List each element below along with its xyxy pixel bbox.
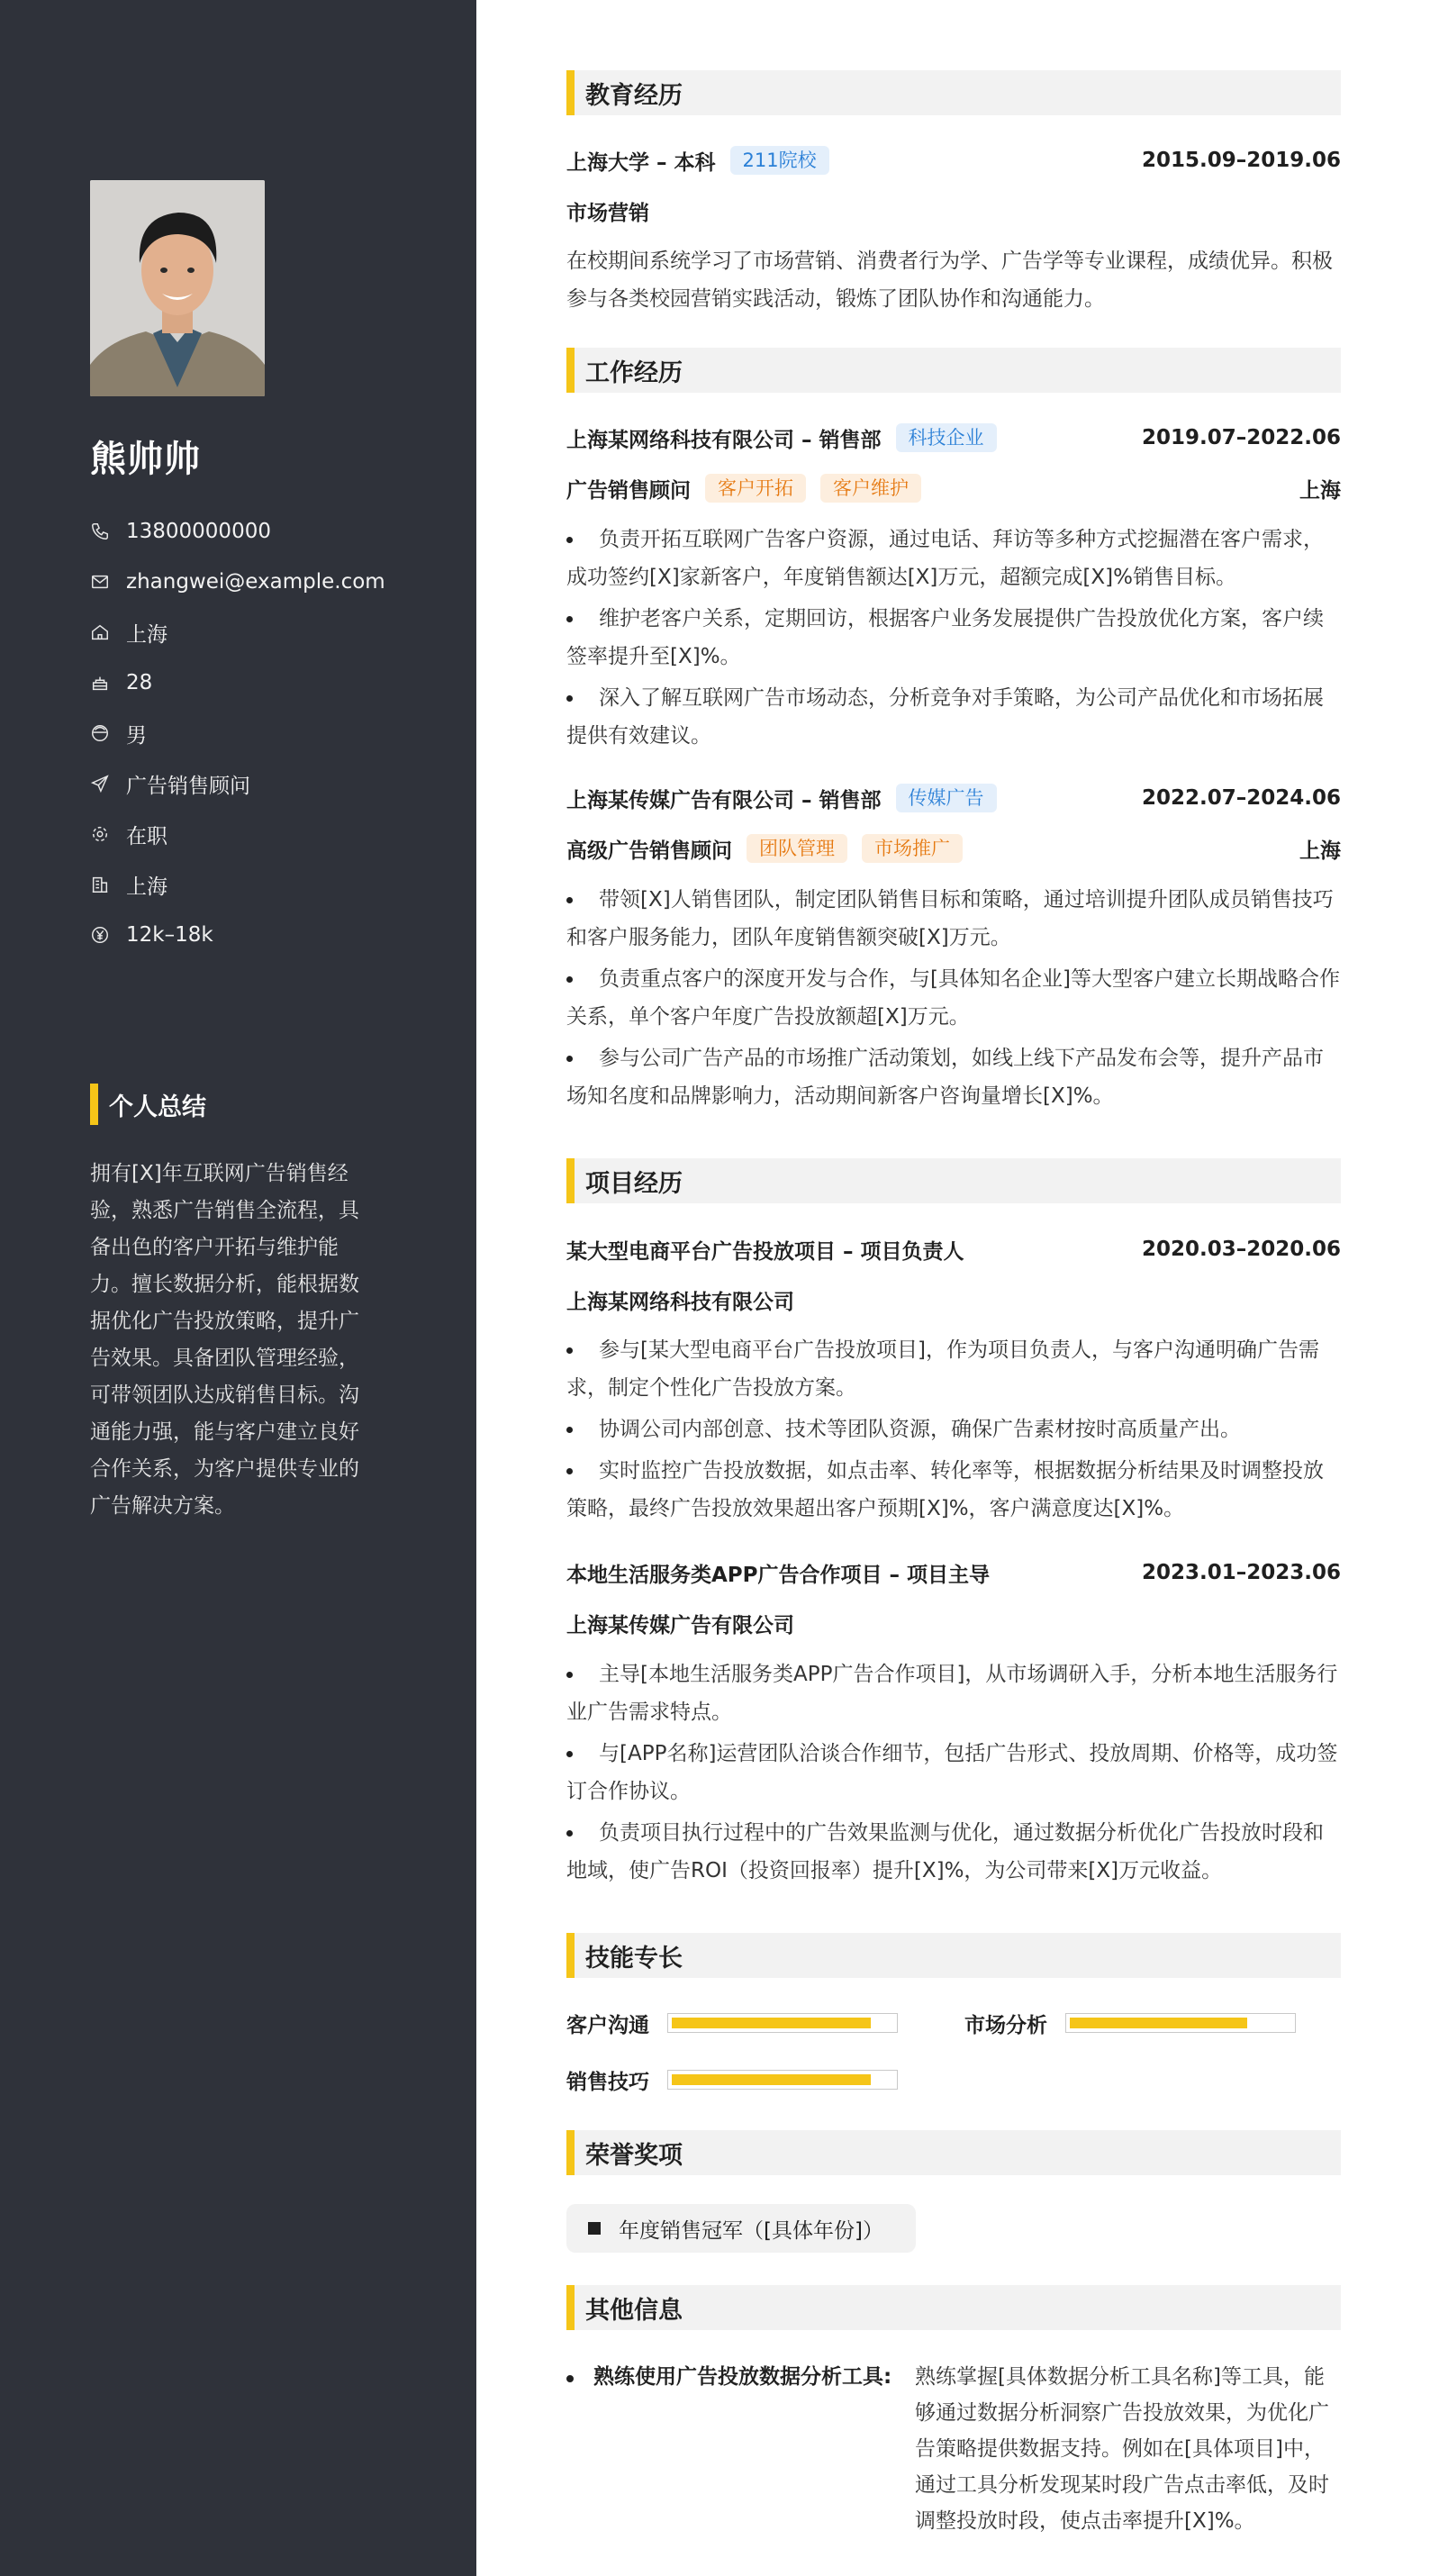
- other-key: 熟练使用广告投放数据分析工具:: [593, 2365, 892, 2389]
- project-org: 上海某网络科技有限公司: [566, 1290, 794, 1314]
- section-projects: [566, 1158, 1341, 1203]
- work-date: 2022.07–2024.06: [1141, 786, 1341, 810]
- accent-bar: [90, 1084, 98, 1125]
- education-description: 在校期间系统学习了市场营销、消费者行为学、广告学等专业课程，成绩优异。积极参与各类校园营销实践活动，锻炼了团队协作和沟通能力。: [566, 249, 1333, 311]
- role-tag: 市场推广: [862, 834, 963, 863]
- yen-icon: [90, 925, 110, 945]
- company-tag: 科技企业: [896, 423, 997, 452]
- project-name: 某大型电商平台广告投放项目 – 项目负责人: [566, 1239, 964, 1264]
- contact-work-city: [90, 859, 385, 910]
- skill-item: [566, 2066, 898, 2093]
- contact-text: 28: [126, 671, 153, 694]
- project-org-row: [566, 1283, 1341, 1316]
- skill-fill: [672, 2074, 871, 2085]
- project-org: 上海某传媒广告有限公司: [566, 1613, 794, 1637]
- building-icon: [90, 875, 110, 894]
- summary-heading: [90, 1084, 206, 1125]
- skill-bar: [1065, 2013, 1296, 2033]
- contact-list: [90, 506, 385, 960]
- company-tag: 传媒广告: [896, 784, 997, 812]
- role-name: 广告销售顾问: [566, 478, 691, 503]
- award-item: [566, 2204, 916, 2253]
- status-icon: [90, 824, 110, 844]
- contact-text: 广告销售顾问: [126, 774, 250, 798]
- mail-icon: [90, 572, 110, 592]
- avatar: [90, 180, 265, 396]
- contact-position: [90, 758, 385, 809]
- accent-bar: [566, 70, 575, 115]
- contact-text: 12k–18k: [126, 923, 213, 947]
- list-item: 带领[X]人销售团队，制定团队销售目标和策略，通过培训提升团队成员销售技巧和客户服务能力，团队年度销售额突破[X]万元。: [566, 881, 1341, 957]
- work-location: 上海: [1299, 839, 1341, 863]
- list-item: 维护老客户关系，定期回访，根据客户业务发展提供广告投放优化方案，客户续签率提升至[X]%。: [566, 600, 1341, 676]
- other-value: 熟练掌握[具体数据分析工具名称]等工具，能够通过数据分析洞察广告投放效果，为优化广告策略提供数据支持。例如在[具体项目]中，通过工具分析发现某时段广告点击率低，及时调整投放时段，使点击率提升[X]%。: [915, 2365, 1329, 2533]
- education-header: [566, 144, 1341, 177]
- contact-text: 上海: [126, 622, 167, 647]
- award-text: 年度销售冠军（[具体年份]）: [619, 2218, 883, 2243]
- skill-item: [964, 2009, 1296, 2036]
- section-title: 技能专长: [585, 1944, 683, 1973]
- section-work: [566, 348, 1341, 393]
- section-title: 项目经历: [585, 1169, 683, 1198]
- work-header: [566, 782, 1341, 814]
- list-item: 参与[某大型电商平台广告投放项目]，作为项目负责人，与客户沟通明确广告需求，制定个性化广告投放方案。: [566, 1331, 1341, 1407]
- section-awards: [566, 2130, 1341, 2175]
- section-skills: [566, 1933, 1341, 1978]
- contact-phone: [90, 506, 385, 557]
- contact-age: [90, 658, 385, 708]
- project-bullets: [566, 1655, 1341, 1893]
- list-item: 协调公司内部创意、技术等团队资源，确保广告素材按时高质量产出。: [566, 1410, 1341, 1448]
- skill-item: [566, 2009, 898, 2036]
- role-row: [566, 472, 1341, 504]
- work-bullets: [566, 521, 1341, 758]
- contact-text: zhangwei@example.com: [126, 570, 385, 594]
- skill-bar: [667, 2013, 898, 2033]
- skill-name: 市场分析: [964, 2013, 1047, 2037]
- cake-icon: [90, 673, 110, 693]
- section-education: [566, 70, 1341, 115]
- role-tag: 团队管理: [747, 834, 847, 863]
- contact-salary: [90, 910, 385, 960]
- project-header: [566, 1233, 1341, 1265]
- accent-bar: [566, 1933, 575, 1978]
- skill-fill: [672, 2018, 871, 2028]
- list-item: 主导[本地生活服务类APP广告合作项目]，从市场调研入手，分析本地生活服务行业广告需求特点。: [566, 1655, 1341, 1731]
- contact-text: 在职: [126, 824, 167, 848]
- role-name: 高级广告销售顾问: [566, 839, 732, 863]
- phone-icon: [90, 522, 110, 541]
- skill-name: 销售技巧: [566, 2070, 649, 2094]
- school-tag: 211院校: [730, 146, 829, 175]
- list-item: 深入了解互联网广告市场动态，分析竞争对手策略，为公司产品优化和市场拓展提供有效建议。: [566, 679, 1341, 755]
- section-title: 荣誉奖项: [585, 2141, 683, 2170]
- project-bullets: [566, 1331, 1341, 1531]
- contact-email: [90, 557, 385, 607]
- skill-name: 客户沟通: [566, 2013, 649, 2037]
- other-item: [566, 2359, 1341, 2539]
- section-title: 工作经历: [585, 358, 683, 387]
- work-bullets: [566, 881, 1341, 1119]
- accent-bar: [566, 2285, 575, 2330]
- list-item: 负责开拓互联网广告客户资源，通过电话、拜访等多种方式挖掘潜在客户需求，成功签约[X]家新客户，年度销售额达[X]万元，超额完成[X]%销售目标。: [566, 521, 1341, 596]
- work-location: 上海: [1299, 478, 1341, 503]
- role-tag: 客户开拓: [705, 474, 806, 503]
- sidebar: [0, 0, 476, 2576]
- project-header: [566, 1556, 1341, 1589]
- square-bullet-icon: [588, 2222, 601, 2235]
- summary-title: 个人总结: [109, 1093, 206, 1121]
- accent-bar: [566, 2130, 575, 2175]
- role-tag: 客户维护: [820, 474, 921, 503]
- section-title: 教育经历: [585, 81, 683, 110]
- gender-icon: [90, 723, 110, 743]
- contact-city: [90, 607, 385, 658]
- company-name: 上海某网络科技有限公司 – 销售部: [566, 428, 882, 452]
- bullet-dot-icon: [566, 2375, 574, 2382]
- accent-bar: [566, 348, 575, 393]
- project-date: 2020.03–2020.06: [1141, 1238, 1341, 1261]
- summary-text: 拥有[X]年互联网广告销售经验，熟悉广告销售全流程，具备出色的客户开拓与维护能力。擅长数据分析，能根据数据优化广告投放策略，提升广告效果。具备团队管理经验，可带领团队达成销售目标。沟通能力强，能与客户建立良好合作关系，为客户提供专业的广告解决方案。: [90, 1162, 359, 1518]
- list-item: 负责重点客户的深度开发与合作，与[具体知名企业]等大型客户建立长期战略合作关系，单个客户年度广告投放额超[X]万元。: [566, 960, 1341, 1036]
- major-name: 市场营销: [566, 201, 649, 225]
- school-name: 上海大学 – 本科: [566, 150, 716, 175]
- company-name: 上海某传媒广告有限公司 – 销售部: [566, 788, 882, 812]
- skill-fill: [1070, 2018, 1247, 2028]
- work-header: [566, 422, 1341, 454]
- contact-text: 男: [126, 723, 147, 748]
- accent-bar: [566, 1158, 575, 1203]
- project-name: 本地生活服务类APP广告合作项目 – 项目主导: [566, 1563, 991, 1587]
- list-item: 负责项目执行过程中的广告效果监测与优化，通过数据分析优化广告投放时段和地域，使广告ROI（投资回报率）提升[X]%，为公司带来[X]万元收益。: [566, 1814, 1341, 1890]
- role-row: [566, 832, 1341, 865]
- list-item: 实时监控广告投放数据，如点击率、转化率等，根据数据分析结果及时调整投放策略，最终广告投放效果超出客户预期[X]%，客户满意度达[X]%。: [566, 1452, 1341, 1528]
- list-item: 与[APP名称]运营团队洽谈合作细节，包括广告形式、投放周期、价格等，成功签订合作协议。: [566, 1735, 1341, 1810]
- list-item: 参与公司广告产品的市场推广活动策划，如线上线下产品发布会等，提升产品市场知名度和品牌影响力，活动期间新客户咨询量增长[X]%。: [566, 1039, 1341, 1115]
- major-row: [566, 195, 1341, 227]
- contact-gender: [90, 708, 385, 758]
- work-date: 2019.07–2022.06: [1141, 426, 1341, 449]
- home-icon: [90, 622, 110, 642]
- contact-text: 13800000000: [126, 520, 271, 543]
- section-other: [566, 2285, 1341, 2330]
- section-title: 其他信息: [585, 2296, 683, 2325]
- profile-name: 熊帅帅: [90, 439, 201, 480]
- avatar-portrait-icon: [90, 180, 265, 396]
- contact-status: [90, 809, 385, 859]
- education-date: 2015.09–2019.06: [1141, 149, 1341, 172]
- project-date: 2023.01–2023.06: [1141, 1561, 1341, 1584]
- skill-bar: [667, 2070, 898, 2090]
- contact-text: 上海: [126, 875, 167, 899]
- send-icon: [90, 774, 110, 794]
- project-org-row: [566, 1607, 1341, 1639]
